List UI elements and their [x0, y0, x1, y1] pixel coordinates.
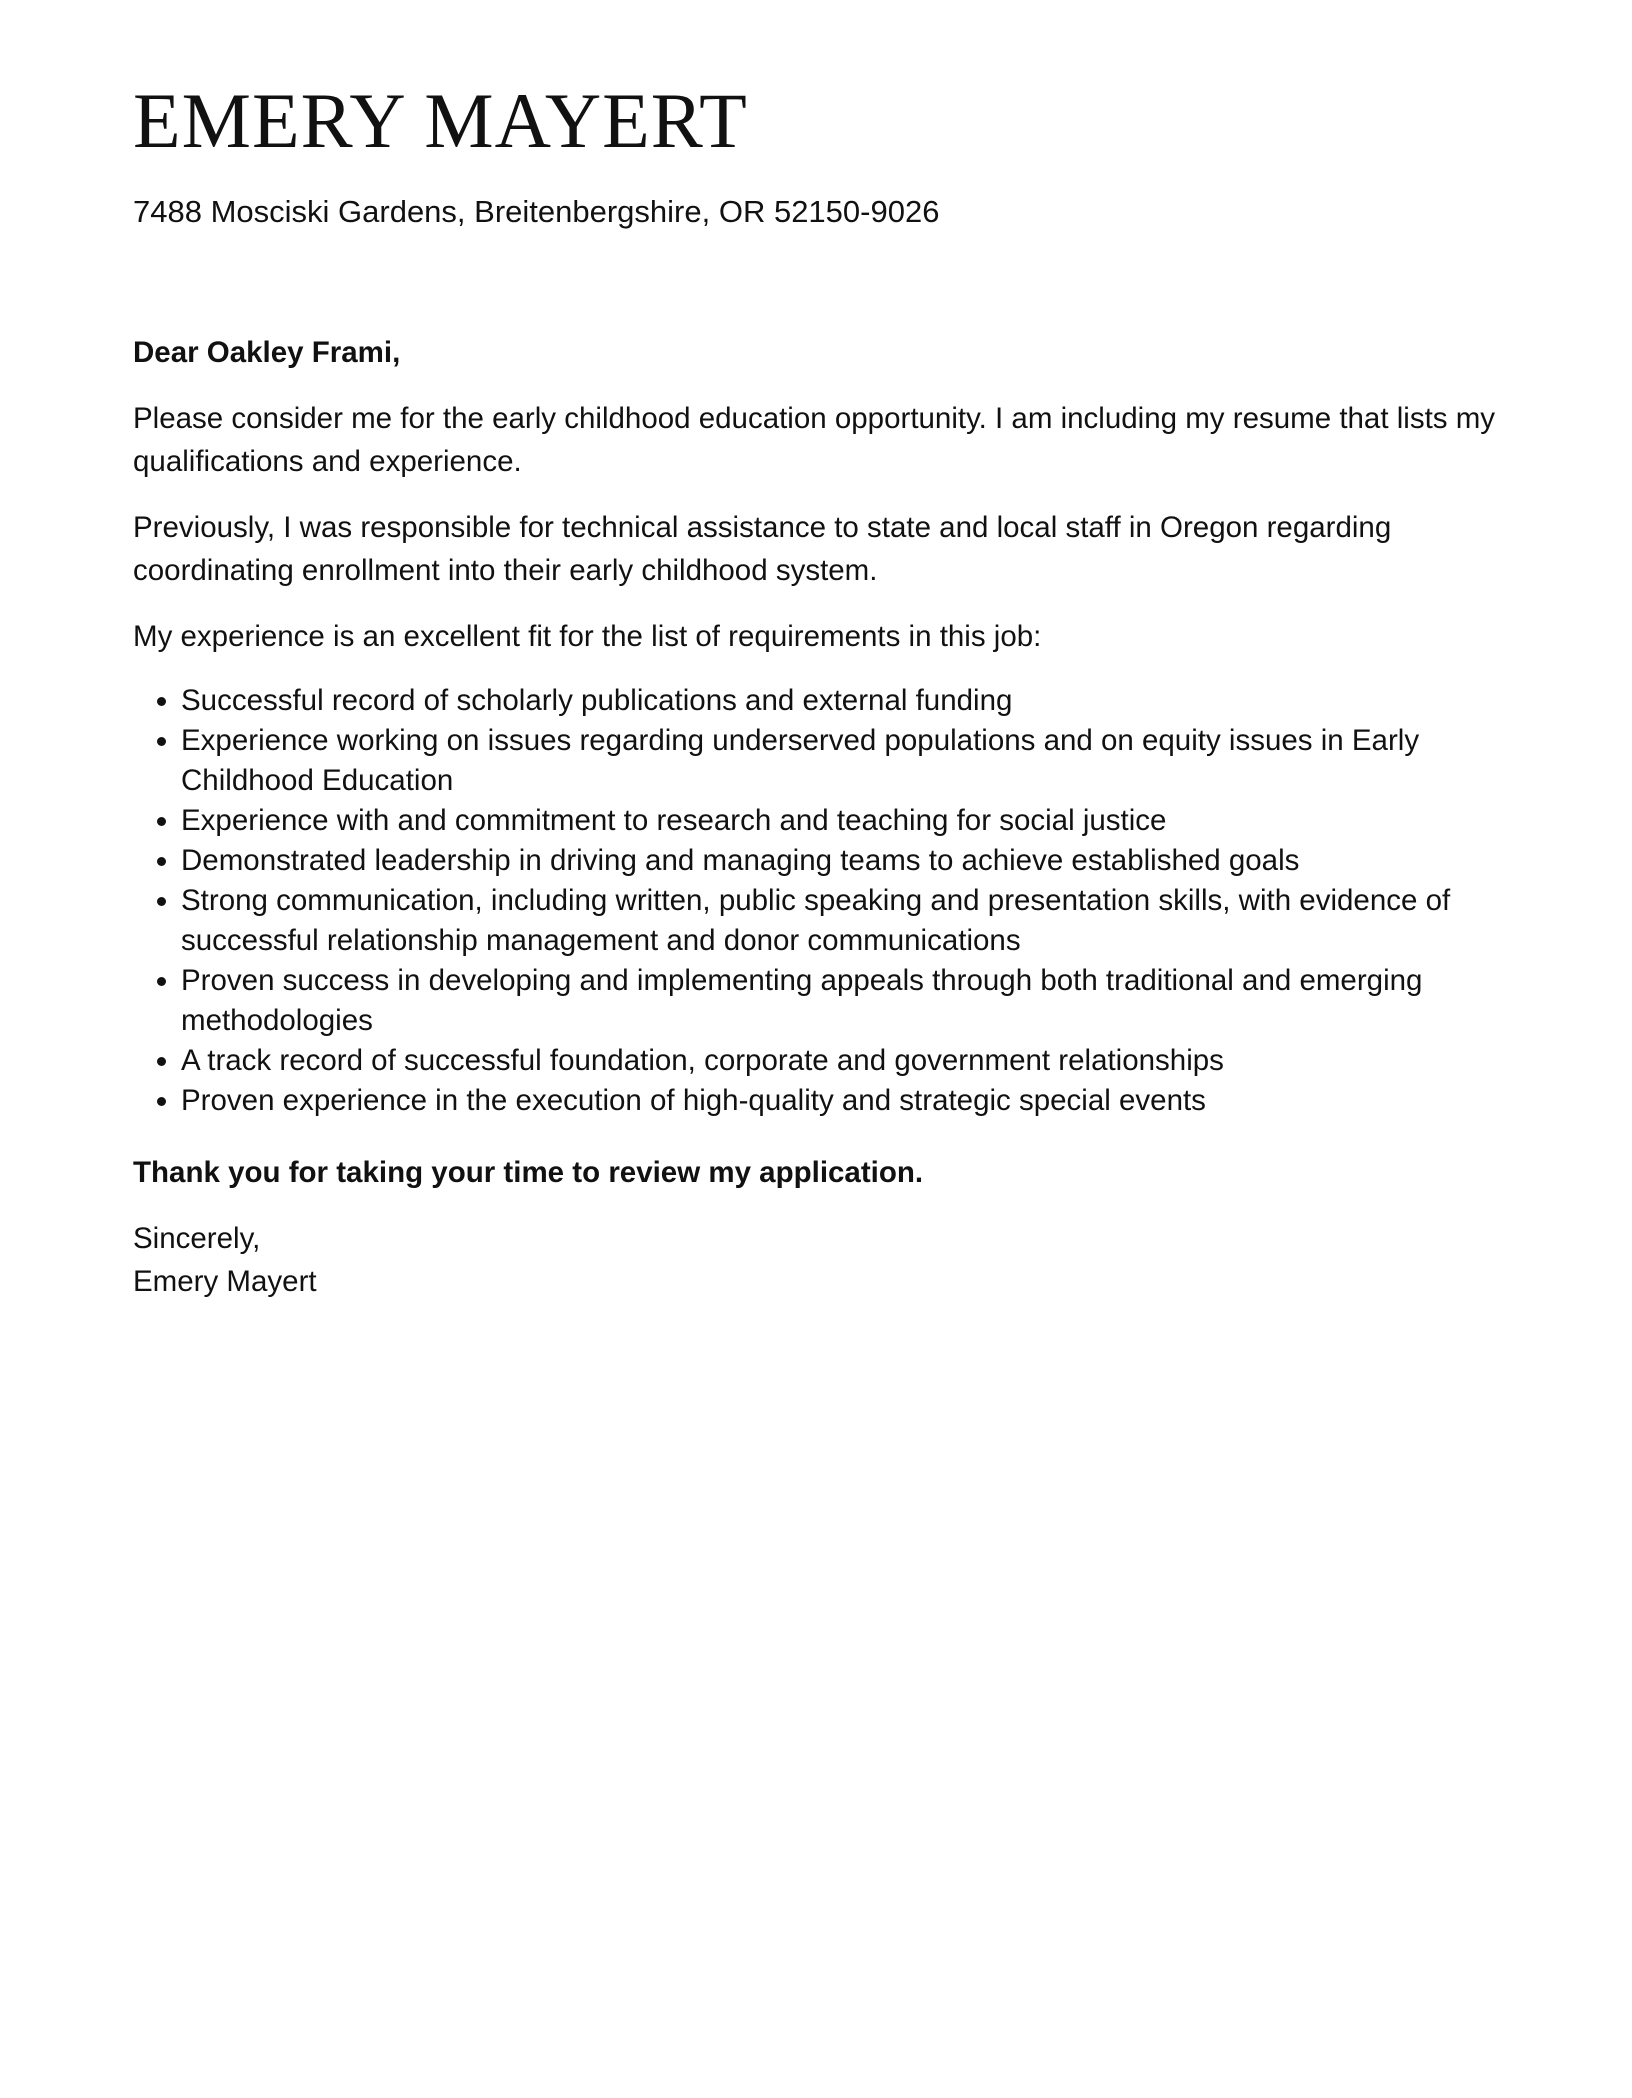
thank-you-line: Thank you for taking your time to review my application. [133, 1156, 924, 1189]
list-item: • Proven success in developing and implementing appeals through both traditional and emerging methodologies [181, 961, 1513, 1041]
list-item: • A track record of successful foundation, corporate and government relationships [181, 1041, 1513, 1081]
closing-block [133, 1217, 1513, 1303]
list-item: • Experience with and commitment to research and teaching for social justice [181, 801, 1513, 841]
letter-body [133, 331, 1513, 1326]
closing: Sincerely, [133, 1222, 261, 1255]
list-item: • Experience working on issues regarding underserved populations and on equity issues in Early Childhood Education [181, 721, 1513, 801]
list-item: • Proven experience in the execution of high-quality and strategic special events [181, 1081, 1513, 1121]
list-item: • Demonstrated leadership in driving and managing teams to achieve established goals [181, 841, 1513, 881]
paragraph-experience: Previously, I was responsible for technical assistance to state and local staff in Oregon regarding coordinating enrollment into their early childhood system. [133, 511, 1392, 587]
paragraph-fit: My experience is an excellent fit for the list of requirements in this job: [133, 620, 1042, 653]
applicant-name: EMERY MAYERT [133, 77, 748, 164]
paragraph-intro: Please consider me for the early childhood education opportunity. I am including my resume that lists my qualifications and experience. [133, 402, 1496, 478]
signature: Emery Mayert [133, 1265, 317, 1298]
list-item: • Successful record of scholarly publications and external funding [181, 681, 1513, 721]
requirements-list [133, 681, 1513, 1121]
greeting: Dear Oakley Frami, [133, 336, 401, 369]
list-item: • Strong communication, including written, public speaking and presentation skills, with evidence of successful relationship management and donor communications [181, 881, 1513, 961]
applicant-address: 7488 Mosciski Gardens, Breitenbergshire, OR 52150-9026 [133, 194, 940, 229]
